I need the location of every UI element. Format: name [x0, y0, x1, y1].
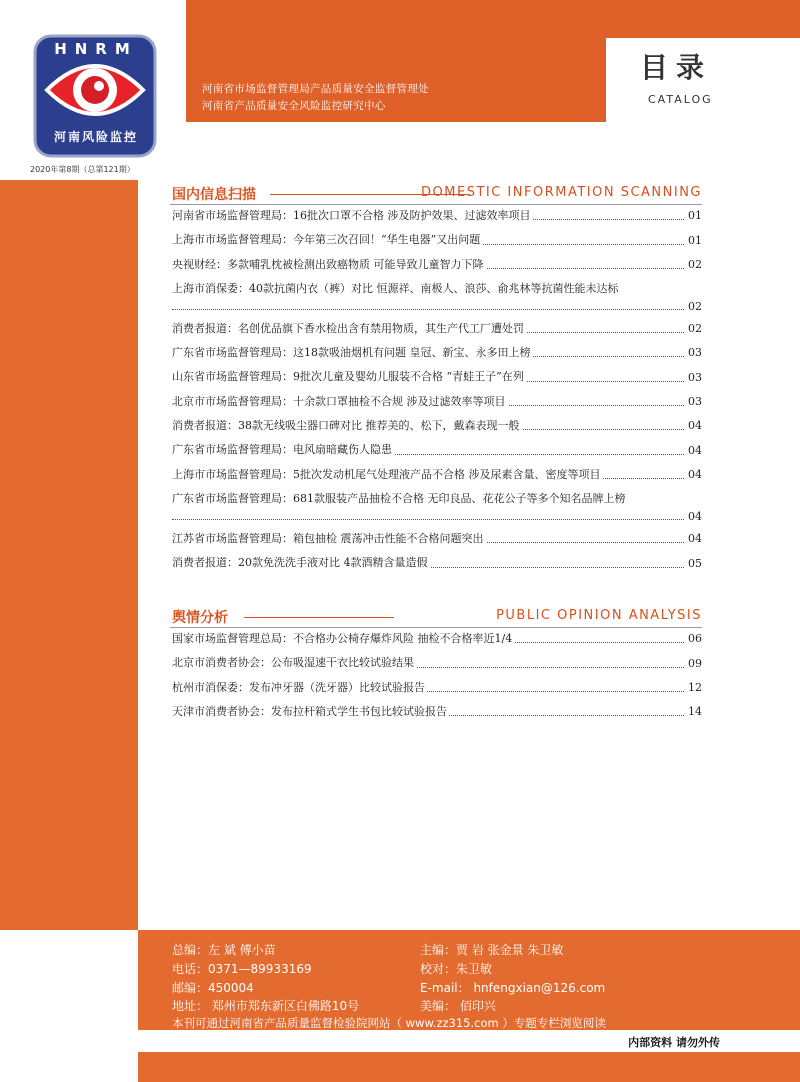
- toc-entry-title: 上海市市场监督管理局：5批次发动机尾气处理液产品不合格 涉及尿素含量、密度等项目: [172, 467, 601, 481]
- toc-entry-title: 天津市消费者协会：发布拉杆箱式学生书包比较试验报告: [172, 704, 447, 718]
- toc-entry-title: 广东省市场监督管理局：这18款吸油烟机有问题 皇冠、新宝、永多田上榜: [172, 346, 531, 360]
- internal-notice: 内部资料 请勿外传: [628, 1036, 720, 1049]
- logo-letters: HNRM: [54, 40, 138, 58]
- toc-entry-title: 国家市场监督管理总局：不合格办公椅存爆炸风险 抽检不合格率近1/4: [172, 632, 513, 645]
- toc-page-number: 06: [688, 632, 702, 646]
- toc-entry-title: 消费者报道：20款免洗洗手液对比 4款酒精含量造假: [172, 556, 428, 570]
- toc-leader-dots: [172, 309, 684, 310]
- toc-opinion: [172, 632, 702, 729]
- toc-page-number: 02: [688, 257, 702, 271]
- catalog-title: 目录: [640, 51, 713, 84]
- toc-page-number: 04: [688, 509, 702, 523]
- toc-entry[interactable]: [172, 532, 702, 556]
- logo-text: 河南风险监控: [53, 130, 138, 144]
- issue-number: 2020年第8期（总第121期）: [30, 165, 135, 174]
- art-editor: 美编： 佰印兴: [420, 999, 496, 1013]
- toc-page-number: 02: [688, 299, 702, 313]
- org-name-1: 河南省市场监督管理局产品质量安全监督管理处: [202, 83, 429, 95]
- toc-entry-title: 江苏省市场监督管理局：箱包抽检 震荡冲击性能不合格问题突出: [172, 531, 484, 545]
- toc-entry[interactable]: [172, 282, 702, 322]
- toc-entry-title: 上海市市场监督管理局：今年第三次召回！“华生电器”又出问题: [172, 233, 481, 247]
- catalog-subtitle: CATALOG: [648, 93, 713, 106]
- toc-entry[interactable]: [172, 233, 702, 257]
- toc-page-number: 12: [688, 680, 702, 694]
- toc-page-number: 04: [688, 443, 702, 457]
- toc-page-number: 05: [688, 556, 702, 570]
- toc-entry[interactable]: [172, 492, 702, 532]
- toc-entry[interactable]: [172, 258, 702, 282]
- toc-entry-title: 河南省市场监督管理局：16批次口罩不合格 涉及防护效果、过滤效率项目: [172, 209, 531, 222]
- toc-entry[interactable]: [172, 322, 702, 346]
- toc-leader-dots: [172, 519, 684, 520]
- toc-entry[interactable]: [172, 443, 702, 467]
- section-opinion-header: [172, 607, 702, 627]
- toc-entry[interactable]: [172, 370, 702, 394]
- toc-entry-title: 广东省市场监督管理局：681款服装产品抽检不合格 无印良品、花花公子等多个知名品牌上榜: [172, 491, 626, 505]
- toc-entry-title: 上海市消保委：40款抗菌内衣（裤）对比 恒源祥、南极人、浪莎、俞兆林等抗菌性能未达标: [172, 281, 619, 295]
- toc-page-number: 02: [688, 322, 702, 336]
- toc-entry-title: 山东省市场监督管理局：9批次儿童及婴幼儿服装不合格 “青蛙王子”在列: [172, 370, 524, 384]
- toc-page-number: 03: [688, 395, 702, 409]
- toc-page-number: 03: [688, 346, 702, 360]
- section-rule: [170, 204, 702, 205]
- toc-page-number: 04: [688, 532, 702, 546]
- toc-entry[interactable]: [172, 395, 702, 419]
- left-accent-bar: [0, 180, 138, 930]
- toc-page-number: 04: [688, 467, 702, 481]
- toc-page-number: 01: [688, 233, 702, 247]
- section-title-en: DOMESTIC INFORMATION SCANNING: [421, 185, 702, 200]
- phone: 电话：0371—89933169: [172, 962, 312, 976]
- proofreader: 校对：朱卫敏: [420, 962, 493, 976]
- address: 地址： 郑州市郑东新区白佛路10号: [172, 999, 360, 1013]
- toc-entry[interactable]: [172, 419, 702, 443]
- chief-editor: 总编：左 斌 傅小苗: [172, 943, 276, 957]
- toc-page-number: 04: [688, 419, 702, 433]
- toc-page-number: 03: [688, 370, 702, 384]
- toc-entry-title: 杭州市消保委：发布冲牙器（洗牙器）比较试验报告: [172, 680, 425, 694]
- toc-domestic: [172, 209, 702, 581]
- section-title-en: PUBLIC OPINION ANALYSIS: [496, 608, 702, 623]
- toc-entry[interactable]: [172, 705, 702, 729]
- toc-entry-title: 北京市市场监督管理局：十余款口罩抽检不合规 涉及过滤效率等项目: [172, 394, 506, 408]
- toc-entry[interactable]: [172, 632, 702, 656]
- toc-entry-title: 广东省市场监督管理局：电风扇暗藏伤人隐患: [172, 443, 392, 457]
- toc-entry[interactable]: [172, 209, 702, 233]
- toc-entry[interactable]: [172, 556, 702, 580]
- toc-entry-title: 央视财经：多款哺乳枕被检测出致癌物质 可能导致儿童智力下降: [172, 257, 484, 271]
- toc-entry[interactable]: [172, 346, 702, 370]
- section-title-cn: 国内信息扫描: [172, 187, 256, 203]
- toc-entry[interactable]: [172, 468, 702, 492]
- toc-page-number: 01: [688, 209, 702, 223]
- toc-entry-title: 北京市消费者协会：公布吸湿速干衣比较试验结果: [172, 656, 414, 670]
- section-divider: [244, 617, 394, 618]
- org-name-2: 河南省产品质量安全风险监控研究中心: [202, 100, 386, 112]
- toc-entry[interactable]: [172, 681, 702, 705]
- postcode: 邮编：450004: [172, 981, 254, 995]
- toc-entry-title: 消费者报道：名创优品旗下香水检出含有禁用物质，其生产代工厂遭处罚: [172, 321, 524, 335]
- toc-page-number: 09: [688, 656, 702, 670]
- website-note: 本刊可通过河南省产品质量监督检验院网站（ www.zz315.com ）专题专栏浏览阅读: [172, 1016, 606, 1030]
- editor: 主编：贾 岩 张金景 朱卫敏: [420, 943, 564, 957]
- section-title-cn: 舆情分析: [172, 610, 228, 626]
- email[interactable]: E-mail： hnfengxian@126.com: [420, 981, 606, 995]
- toc-entry[interactable]: [172, 656, 702, 680]
- toc-entry-title: 消费者报道：38款无线吸尘器口碑对比 推荐美的、松下，戴森表现一般: [172, 419, 520, 433]
- section-rule: [170, 627, 702, 628]
- toc-page-number: 14: [688, 705, 702, 719]
- section-domestic-header: [172, 184, 702, 204]
